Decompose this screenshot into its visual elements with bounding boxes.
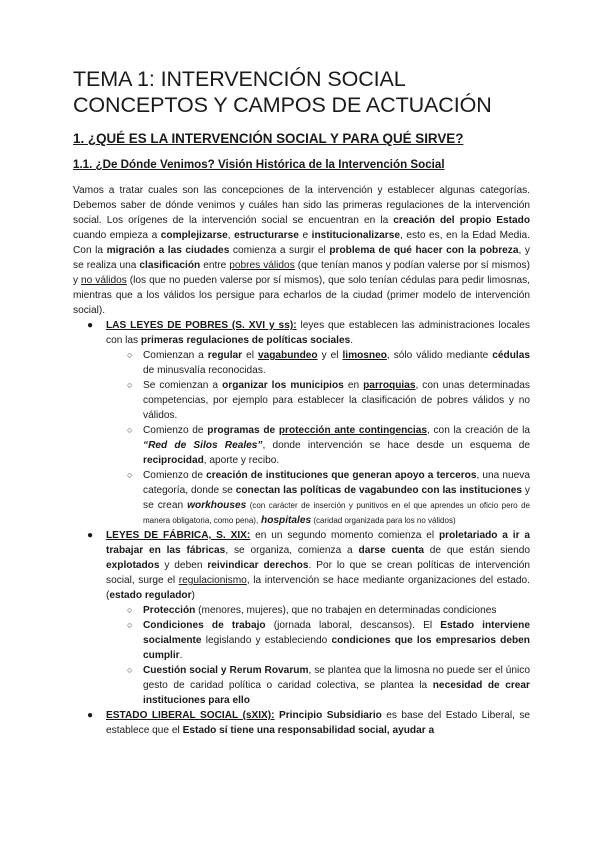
bullet-circle-icon: ○ bbox=[127, 605, 133, 615]
bullet-circle-icon: ○ bbox=[127, 350, 133, 360]
list-item: ○ Comienzo de creación de instituciones que generan apoyo a terceros, una nueva categoría, donde se conectan las políticas de vagabundeo con las instituciones y se crean workhouses (con carácter de inserción y punitivos en el que aprendes un oficio pero de manera obligatoria, como pena), hospitales (caridad organizada para los no válidos) bbox=[127, 470, 530, 526]
list-item: ○ Comienzan a regular el vagabundeo y el limosneo, sólo válido mediante cédulas de minusvalía reconocidas. bbox=[127, 350, 530, 376]
bullet-dot-icon: ● bbox=[87, 530, 94, 541]
main-list bbox=[73, 318, 530, 738]
bullet-circle-icon: ○ bbox=[127, 665, 133, 675]
list-item: ○ Cuestión social y Rerum Rovarum, se plantea que la limosna no puede ser el único gesto de caridad política o caridad colectiva, se plantea la necesidad de crear instituciones para ello bbox=[127, 665, 531, 706]
list-item-estado-liberal: ● ESTADO LIBERAL SOCIAL (sXIX): Principio Subsidiario es base del Estado Liberal, se establece que el Estado sí tiene una responsabilidad social, ayudar a bbox=[87, 710, 531, 736]
document-page bbox=[73, 66, 530, 738]
list-item: ○ Condiciones de trabajo (jornada laboral, descansos). El Estado interviene socialmente legislando y estableciendo condiciones que los empresarios deben cumplir. bbox=[127, 620, 530, 661]
bullet-circle-icon: ○ bbox=[127, 380, 133, 390]
bullet-dot-icon: ● bbox=[87, 320, 94, 331]
bullet-circle-icon: ○ bbox=[127, 425, 133, 435]
subsection-heading: 1.1. ¿De Dónde Venimos? Visión Histórica de la Intervención Social bbox=[73, 158, 445, 171]
list-item: ○ Comienzo de programas de protección ante contingencias, con la creación de la “Red de Silos Reales”, donde intervención se hace desde un esquema de reciprocidad, aporte y recibo. bbox=[127, 425, 531, 466]
list-item: ○ Protección (menores, mujeres), que no trabajen en determinadas condiciones bbox=[127, 605, 497, 616]
intro-paragraph: Vamos a tratar cuales son las concepciones de la intervención y establecer algunas categorías. Debemos saber de dónde venimos y cuáles han sido las primeras regulaciones de la intervención social. Los orígenes de la intervención social se encuentran en la creación del propio Estado cuando empieza a complejizarse, estructurarse e institucionalizarse, esto es, en la Edad Media. Con la migración a las ciudades comienza a surgir el problema de qué hacer con la pobreza, y se realiza una clasificación entre pobres válidos (que tenían manos y podían valerse por sí mismos) y no válidos (los que no pueden valerse por sí mismos), que solo tenían cédulas para pedir limosnas, mientras que a los válidos los persigue para echarlos de la ciudad (primer modelo de intervención social). bbox=[73, 185, 531, 316]
bullet-circle-icon: ○ bbox=[127, 470, 133, 480]
page-title: TEMA 1: INTERVENCIÓN SOCIAL CONCEPTOS Y CAMPOS DE ACTUACIÓN bbox=[73, 67, 492, 117]
bullet-dot-icon: ● bbox=[87, 710, 94, 721]
list-item-leyes-pobres: ● LAS LEYES DE POBRES (S. XVI y ss): leyes que establecen las administraciones locales con las primeras regulaciones de políticas sociales. ○ Comienzan a regular el vagabundeo y el limosneo, sólo válido mediante cédulas de minusvalía reconocidas. ○ Se comienzan a organizar los municipios en parroquias, con unas determinadas competencias, por ejemplo para establecer la clasificación de pobres válidos y no válidos. ○ Comienzo de programas de protección ante contingencias, con la creación de la “Red de Silos Reales”, donde intervención se hace desde un esquema de reciprocidad, aporte y recibo. ○ Comienzo de creación de instituciones que generan apoyo a terceros, una nueva categoría, donde se conectan las políticas de vagabundeo con las instituciones y se crean workhouses (con carácter de inserción y punitivos en el que aprendes un oficio pero de manera obligatoria, como pena), hospitales (caridad organizada para los no válidos) bbox=[73, 318, 530, 528]
bullet-circle-icon: ○ bbox=[127, 620, 133, 630]
section-heading: 1. ¿QUÉ ES LA INTERVENCIÓN SOCIAL Y PARA QUÉ SIRVE? bbox=[73, 131, 464, 146]
sub-list bbox=[106, 348, 530, 528]
list-item: ○ Se comienzan a organizar los municipios en parroquias, con unas determinadas competencias, por ejemplo para establecer la clasificación de pobres válidos y no válidos. bbox=[127, 380, 530, 421]
list-item-leyes-fabrica: ● LEYES DE FÁBRICA, S. XIX: en un segundo momento comienza el proletariado a ir a trabajar en las fábricas, se organiza, comienza a darse cuenta de que están siendo explotados y deben reivindicar derechos. Por lo que se crean políticas de intervención social, surge el regulacionismo, la intervención se hace mediante organizaciones del estado. (estado regulador) ○ Protección (menores, mujeres), que no trabajen en determinadas condiciones ○ Condiciones de trabajo (jornada laboral, descansos). El Estado interviene socialmente legislando y estableciendo condiciones que los empresarios deben cumplir. ○ Cuestión social y Rerum Rovarum, se plantea que la limosna no puede ser el único gesto de caridad política o caridad colectiva, se plantea la necesidad de crear instituciones para ello bbox=[73, 528, 530, 708]
sub-list bbox=[106, 603, 530, 708]
